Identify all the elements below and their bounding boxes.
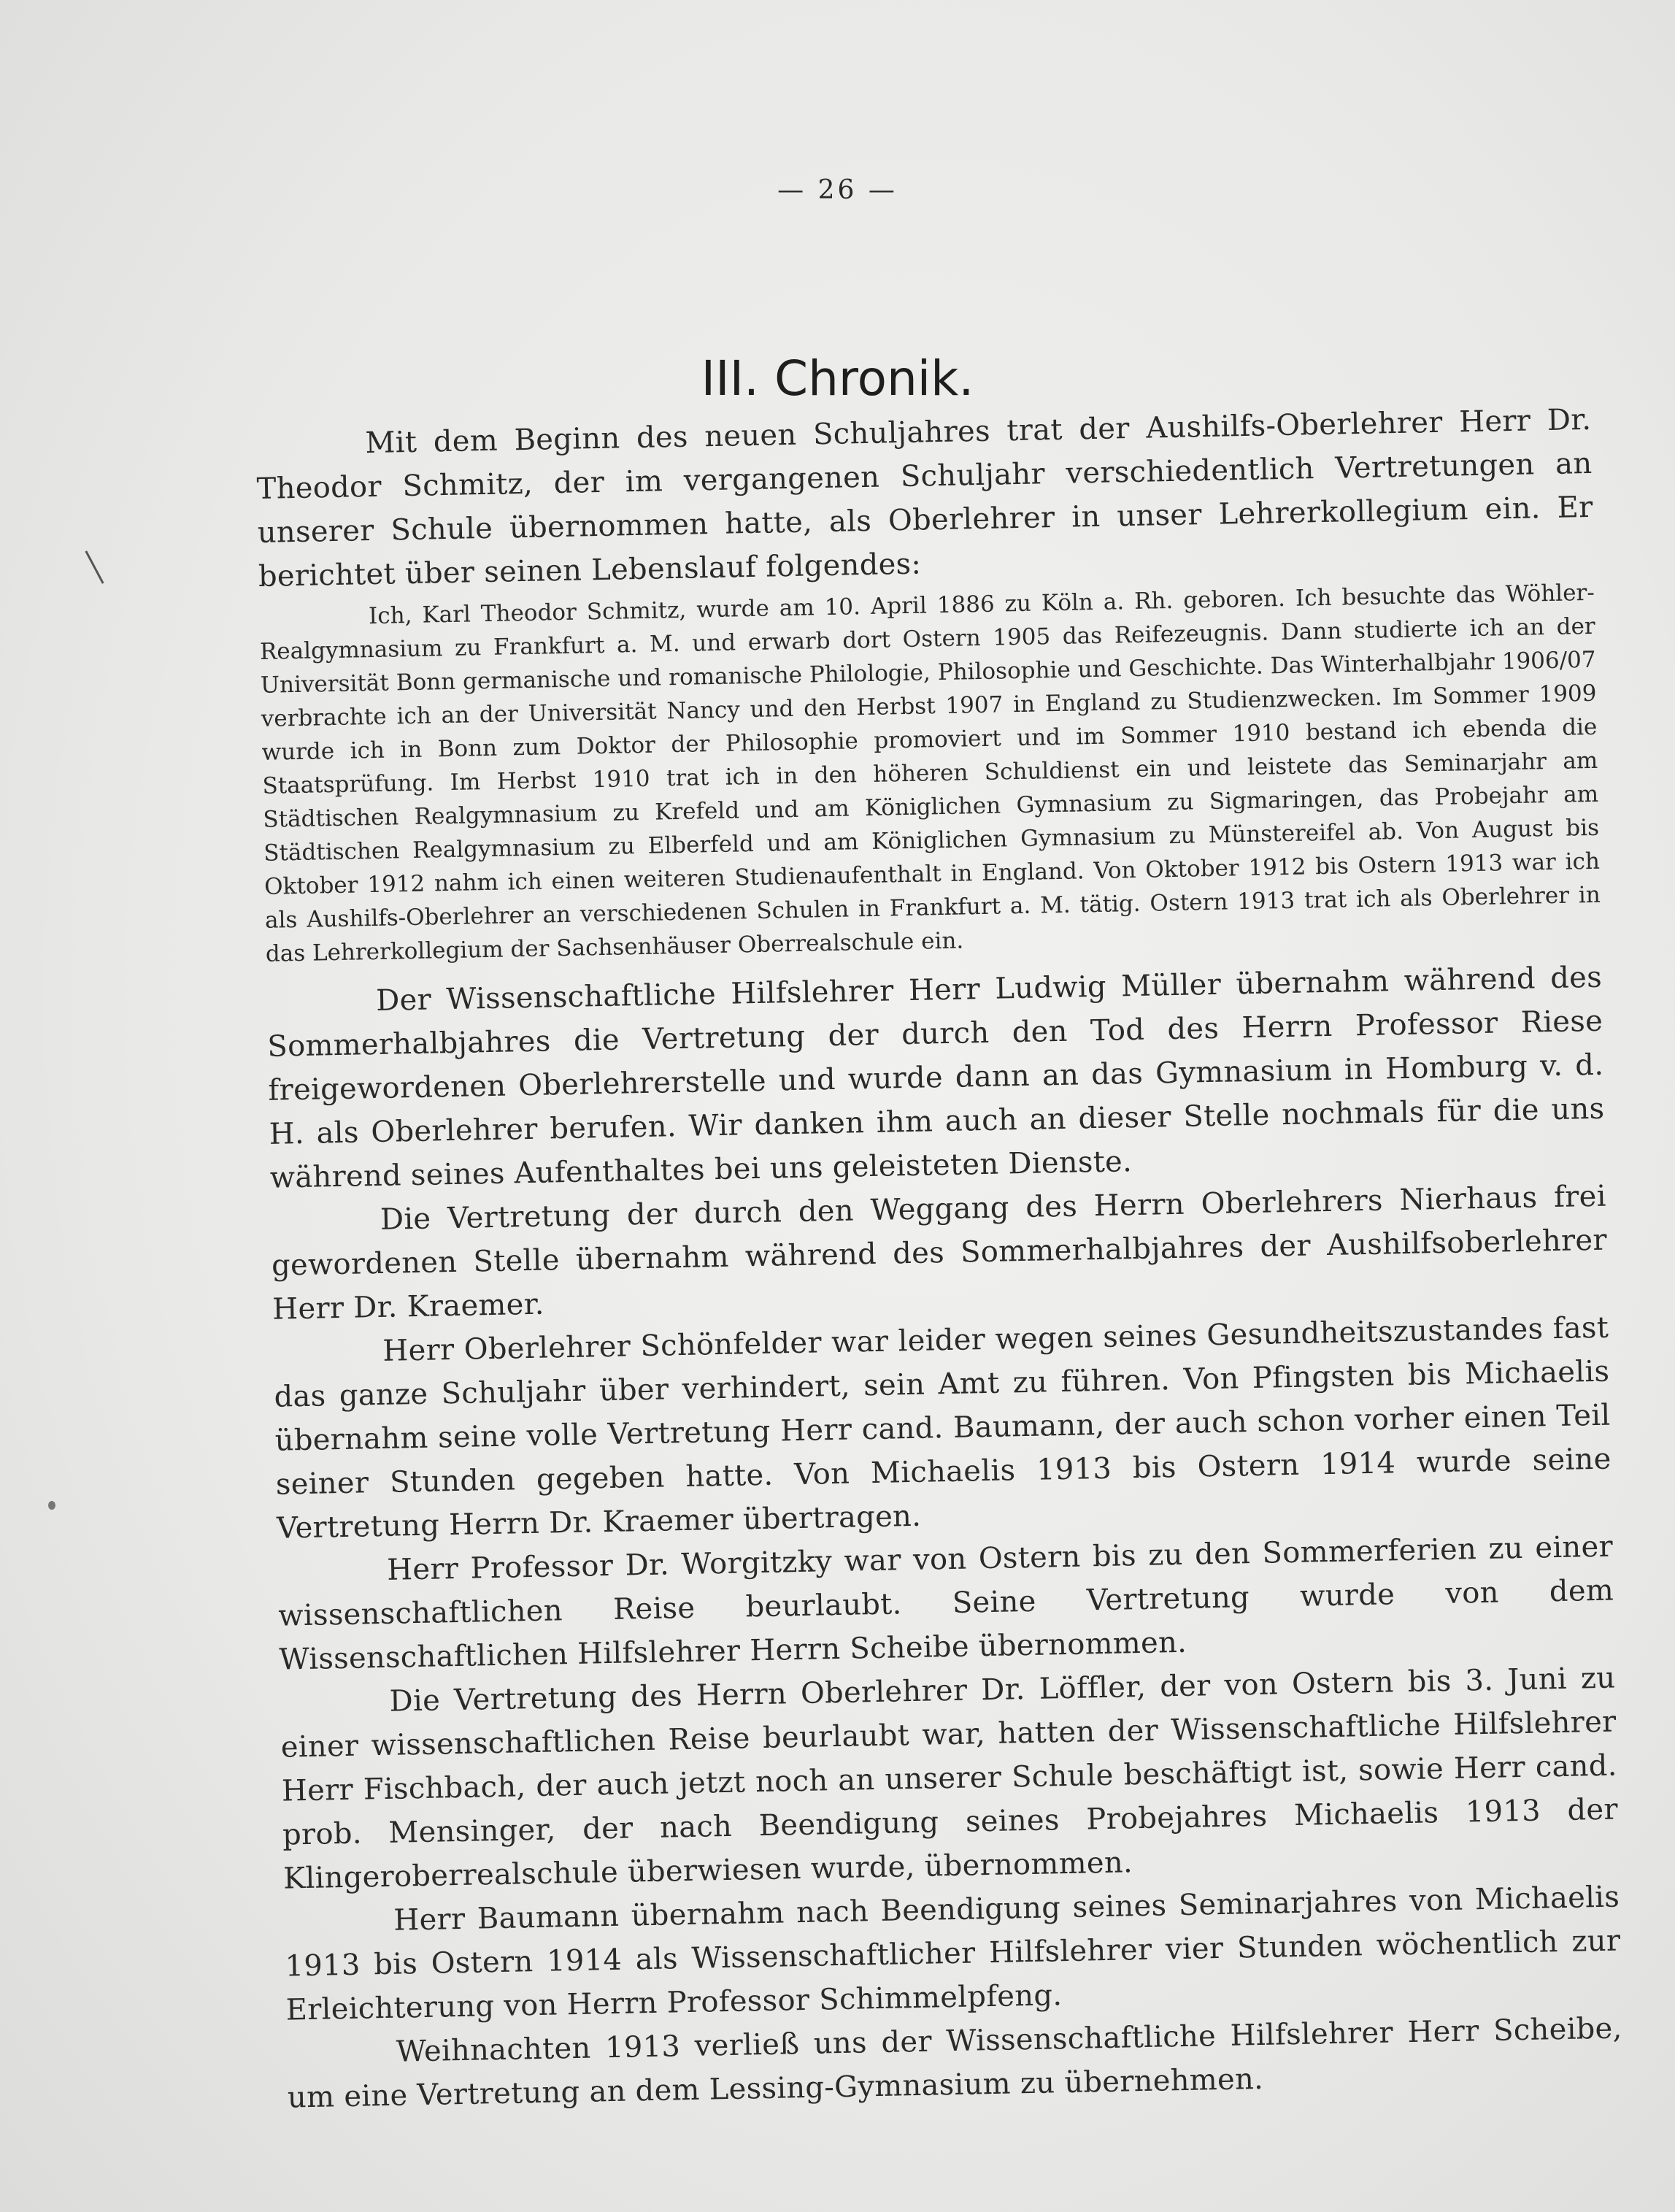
paragraph-schoenfelder: Herr Oberlehrer Schönfelder war leider wegen seines Gesundheitszustandes fast das ganze Schuljahr über verhindert, sein Amt zu führen. Von Pfingsten bis Michaelis übernahm seine volle Vertretung Herr cand. Baumann, der auch schon vorher einen Teil seiner Stunden gegeben hatte. Von Michaelis 1913 bis Ostern 1914 wurde seine Vertretung Herrn Dr. Kraemer übertragen. xyxy=(274,1310,1612,1545)
margin-pencil-mark xyxy=(85,550,104,584)
paragraph-scheibe: Weihnachten 1913 verließ uns der Wissenschaftliche Hilfslehrer Herr Scheibe, um eine Vertretung an dem Lessing-Gymnasium zu übernehmen. xyxy=(287,2011,1622,2115)
margin-spot xyxy=(48,1501,55,1510)
paragraph-intro: Mit dem Beginn des neuen Schuljahres trat der Aushilfs-Oberlehrer Herr Dr. Theodor Schmitz, der im vergangenen Schuljahr verschiedentlich Vertretungen an unserer Schule übernommen hatte, als Oberlehrer in unser Lehrerkollegium ein. Er berichtet über seinen Lebenslauf folgendes: xyxy=(256,402,1593,594)
document-body xyxy=(255,398,1623,2120)
page-title: III. Chronik. xyxy=(701,350,974,407)
paragraph-worgitzky: Herr Professor Dr. Worgitzky war von Ostern bis zu den Sommerferien zu einer wissenschaftlichen Reise beurlaubt. Seine Vertretung wurde von dem Wissenschaftlichen Hilfslehrer Herrn Scheibe übernommen. xyxy=(277,1529,1614,1677)
paragraph-nierhaus: Die Vertretung der durch den Weggang des Herrn Oberlehrers Nierhaus frei gewordenen Stelle übernahm während des Sommerhalbjahres der Aushilfsoberlehrer Herr Dr. Kraemer. xyxy=(271,1179,1608,1326)
paragraph-baumann: Herr Baumann übernahm nach Beendigung seines Seminarjahres von Michaelis 1913 bis Ostern 1914 als Wissenschaftlicher Hilfslehrer vier Stunden wöchentlich zur Erleichterung von Herrn Professor Schimmelpfeng. xyxy=(285,1880,1621,2027)
page-number: — 26 — xyxy=(777,175,898,205)
paragraph-biography: Ich, Karl Theodor Schmitz, wurde am 10. April 1886 zu Köln a. Rh. geboren. Ich besuchte das Wöhler-Realgymnasium zu Frankfurt a. M. und erwarb dort Ostern 1905 das Reifezeugnis. Dann studierte ich an der Universität Bonn germanische und romanische Philologie, Philosophie und Geschichte. Das Winterhalbjahr 1906/07 verbrachte ich an der Universität Nancy und den Herbst 1907 in England zu Studienzwecken. Im Sommer 1909 wurde ich in Bonn zum Doktor der Philosophie promoviert und im Sommer 1910 bestand ich ebenda die Staatsprüfung. Im Herbst 1910 trat ich in den höheren Schuldienst ein und leistete das Seminarjahr am Städtischen Realgymnasium zu Krefeld und am Königlichen Gymnasium zu Sigmaringen, das Probejahr am Städtischen Realgymnasium zu Elberfeld und am Königlichen Gymnasium zu Münstereifel ab. Von August bis Oktober 1912 nahm ich einen weiteren Studienaufenthalt in England. Von Oktober 1912 bis Ostern 1913 war ich als Aushilfs-Oberlehrer an verschiedenen Schulen in Frankfurt a. M. tätig. Ostern 1913 trat ich als Oberlehrer in das Lehrerkollegium der Sachsenhäuser Oberrealschule ein. xyxy=(259,579,1601,967)
paragraph-loeffler: Die Vertretung des Herrn Oberlehrer Dr. Löffler, der von Ostern bis 3. Juni zu einer wissenschaftlichen Reise beurlaubt war, hatten der Wissenschaftliche Hilfslehrer Herr Fischbach, der auch jetzt noch an unserer Schule beschäftigt ist, sowie Herr cand. prob. Mensinger, der nach Beendigung seines Probejahres Michaelis 1913 der Klingeroberrealschule überwiesen wurde, übernommen. xyxy=(280,1661,1619,1896)
paragraph-mueller: Der Wissenschaftliche Hilfslehrer Herr Ludwig Müller übernahm während des Sommerhalbjahres die Vertretung der durch den Tod des Herrn Professor Riese freigewordenen Oberlehrerstelle und wurde dann an das Gymnasium in Homburg v. d. H. als Oberlehrer berufen. Wir danken ihm auch an dieser Stelle nochmals für die uns während seines Aufenthaltes bei uns geleisteten Dienste. xyxy=(266,960,1605,1195)
